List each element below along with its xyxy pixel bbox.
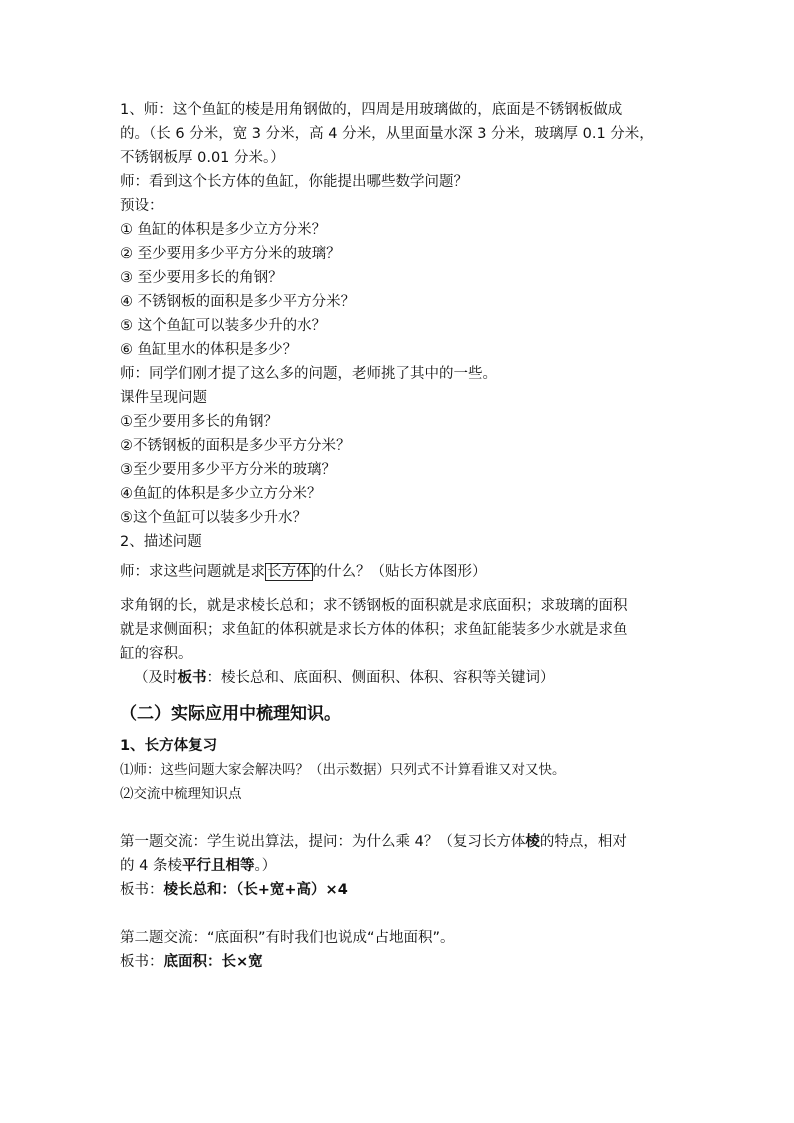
- preset-item: ④ 不锈钢板的面积是多少平方分米？: [120, 294, 356, 310]
- ask-post: 的什么？（贴长方体图形）: [312, 564, 487, 580]
- problem-item: ③至少要用多少平方分米的玻璃？: [120, 462, 336, 478]
- board-formula-1: [120, 878, 348, 902]
- answer-line: 就是求侧面积；求鱼缸的体积就是求长方体的体积；求鱼缸能装多少水就是求鱼: [120, 622, 628, 638]
- paragraph-line: 的。（长 6 分米，宽 3 分米，高 4 分米，从里面量水深 3 分米，玻璃厚 0.1 分米，: [120, 126, 654, 142]
- q1-post: 的特点，相对: [539, 834, 627, 850]
- q1-bold: 棱: [525, 834, 540, 850]
- paragraph-line: 1、师：这个鱼缸的棱是用角钢做的，四周是用玻璃做的，底面是不锈钢板做成: [120, 102, 623, 118]
- q1-pre: 的 4 条棱: [120, 858, 182, 874]
- q2-line: 第二题交流：“底面积”有时我们也说成“占地面积”。: [120, 930, 455, 946]
- answer-line: 求角钢的长，就是求棱长总和；求不锈钢板的面积就是求底面积；求玻璃的面积: [120, 598, 628, 614]
- ask-line: [120, 560, 487, 584]
- q1-text: 第一题交流：学生说出算法，提问：为什么乘 4？（复习长方体: [120, 834, 526, 850]
- preset-item: ② 至少要用多少平方分米的玻璃？: [120, 246, 341, 262]
- preset-item: ③ 至少要用多长的角钢？: [120, 270, 283, 286]
- preset-item: ⑤ 这个鱼缸可以装多少升的水？: [120, 318, 327, 334]
- problem-item: ①至少要用多长的角钢？: [120, 414, 278, 430]
- board-formula-2: [120, 950, 263, 974]
- board-note: [134, 666, 555, 690]
- question-intro: 师：看到这个长方体的鱼缸，你能提出哪些数学问题？: [120, 174, 468, 190]
- q1-bold-2: 平行且相等: [181, 858, 255, 874]
- list-item: ⑴师：这些问题大家会解决吗？（出示数据）只列式不计算看谁又对又快。: [120, 762, 566, 778]
- board-post: ：棱长总和、底面积、侧面积、体积、容积等关键词）: [206, 670, 555, 686]
- board-pre: （及时: [134, 670, 178, 686]
- board-label: 板书：: [120, 882, 164, 898]
- paragraph-line: 不锈钢板厚 0.01 分米。）: [120, 150, 285, 166]
- teacher-pick: 师：同学们刚才提了这么多的问题，老师挑了其中的一些。: [120, 366, 497, 382]
- preset-label: 预设：: [120, 198, 164, 214]
- board-label: 板书：: [120, 954, 164, 970]
- subsection-title: 1、长方体复习: [120, 738, 218, 754]
- q1-post-2: 。）: [254, 858, 277, 874]
- section-title: （二）实际应用中梳理知识。: [120, 704, 341, 724]
- board-bold: 板书: [177, 670, 207, 686]
- ask-pre: 师：求这些问题就是求: [120, 564, 265, 580]
- formula: 棱长总和：（长+宽+高）×4: [163, 882, 348, 898]
- formula: 底面积：长×宽: [163, 954, 263, 970]
- list-item: ⑵交流中梳理知识点: [120, 786, 242, 802]
- problem-item: ②不锈钢板的面积是多少平方分米？: [120, 438, 351, 454]
- preset-item: ① 鱼缸的体积是多少立方分米？: [120, 222, 327, 238]
- q1-line-2: [120, 854, 276, 878]
- boxed-term: 长方体: [267, 564, 311, 580]
- problem-item: ⑤这个鱼缸可以装多少升水？: [120, 510, 307, 526]
- describe-heading: 2、描述问题: [120, 534, 202, 550]
- preset-item: ⑥ 鱼缸里水的体积是多少？: [120, 342, 298, 358]
- answer-line: 缸的容积。: [120, 646, 193, 662]
- courseware-label: 课件呈现问题: [120, 390, 207, 406]
- problem-item: ④鱼缸的体积是多少立方分米？: [120, 486, 322, 502]
- q1-line: [120, 830, 627, 854]
